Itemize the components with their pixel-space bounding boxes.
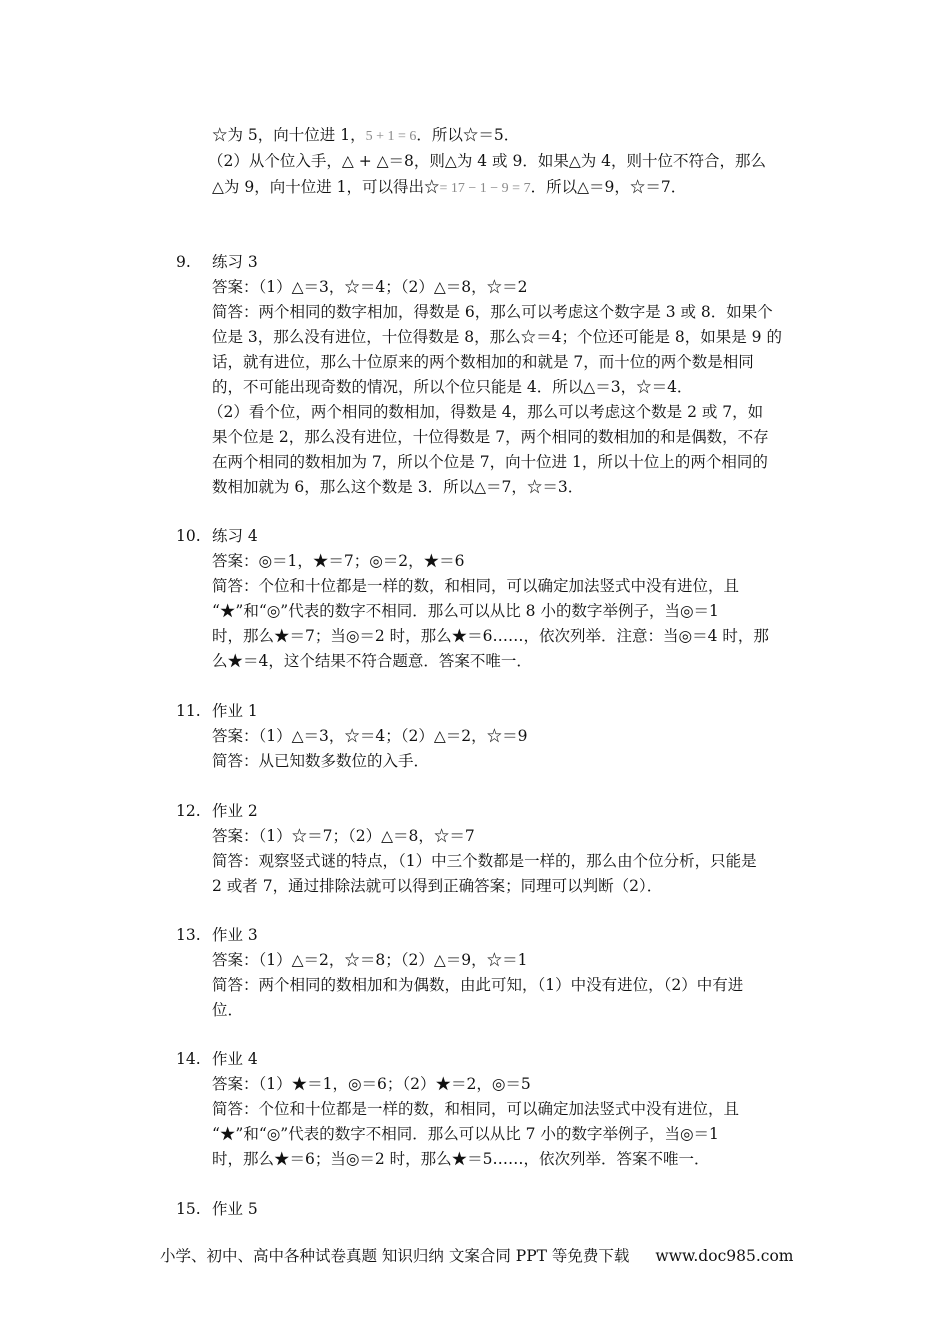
footer-url[interactable]: www.doc985.com <box>655 1247 794 1265</box>
item-14-line: 简答：个位和十位都是一样的数，和相同，可以确定加法竖式中没有进位，且 <box>212 1100 740 1118</box>
item-title: 作业 2 <box>212 802 258 820</box>
item-9-line: 话，就有进位，那么十位原来的两个数相加的和就是 7，而十位的两个数是相同 <box>212 353 754 371</box>
intro-line-3-end: ．所以△＝9，☆＝7． <box>530 178 687 196</box>
intro-line-2: （2）从个位入手，△ + △＝8，则△为 4 或 9．如果△为 4，则十位不符合，那么 <box>208 152 767 170</box>
item-number: 12. <box>176 802 201 820</box>
item-11-line: 答案：（1）△＝3，☆＝4；（2）△＝2，☆＝9 <box>212 727 528 745</box>
item-title: 练习 3 <box>212 253 258 271</box>
item-9-line: 数相加就为 6，那么这个数是 3．所以△＝7，☆＝3． <box>212 478 584 496</box>
intro-formula-2: = 17 − 1 − 9 = 7 <box>439 181 531 196</box>
intro-formula-1: 5 + 1 = 6 <box>365 129 417 144</box>
page-footer <box>160 1245 800 1267</box>
item-9-line: 的，不可能出现奇数的情况，所以个位只能是 4．所以△＝3，☆＝4． <box>212 378 693 396</box>
item-9-line: 在两个相同的数相加为 7，所以个位是 7，向十位进 1，所以十位上的两个相同的 <box>212 453 768 471</box>
item-number: 13. <box>176 926 201 944</box>
item-13-line: 位． <box>212 1001 244 1019</box>
item-14-line: 时，那么★＝6；当◎＝2 时，那么★＝5……，依次列举．答案不唯一． <box>212 1150 710 1168</box>
item-number: 10. <box>176 527 201 545</box>
item-14-line: “★”和“◎”代表的数字不相同．那么可以从比 7 小的数字举例子，当◎＝1 <box>212 1125 719 1143</box>
item-10-line: 答案：◎＝1，★＝7；◎＝2，★＝6 <box>212 552 465 570</box>
item-title: 作业 5 <box>212 1200 258 1218</box>
item-11-line: 简答：从已知数多数位的入手． <box>212 752 430 770</box>
item-number: 11. <box>176 702 201 720</box>
intro-line-3-text: △为 9，向十位进 1，可以得出☆ <box>212 178 440 196</box>
item-number: 9. <box>176 253 191 271</box>
item-10-line: 简答：个位和十位都是一样的数，和相同，可以确定加法竖式中没有进位，且 <box>212 577 740 595</box>
intro-line-1-text: ☆为 5，向十位进 1， <box>212 126 366 144</box>
item-number: 15. <box>176 1200 201 1218</box>
footer-text: 小学、初中、高中各种试卷真题 知识归纳 文案合同 PPT 等免费下载 <box>160 1247 630 1265</box>
item-9-line: 答案：（1）△＝3，☆＝4；（2）△＝8，☆＝2 <box>212 278 528 296</box>
item-9-line: 果个位是 2，那么没有进位，十位得数是 7，两个相同的数相加的和是偶数，不存 <box>212 428 769 446</box>
item-9-line: （2）看个位，两个相同的数相加，得数是 4，那么可以考虑这个数是 2 或 7，如 <box>208 403 764 421</box>
intro-line-1-end: ．所以☆＝5． <box>416 126 520 144</box>
item-title: 作业 1 <box>212 702 258 720</box>
item-10-line: 么★＝4，这个结果不符合题意．答案不唯一． <box>212 652 532 670</box>
item-13-line: 答案：（1）△＝2，☆＝8；（2）△＝9，☆＝1 <box>212 951 528 969</box>
item-12-line: 简答：观察竖式谜的特点，（1）中三个数都是一样的，那么由个位分析，只能是 <box>212 852 757 870</box>
item-title: 作业 3 <box>212 926 258 944</box>
item-9-line: 简答：两个相同的数字相加，得数是 6，那么可以考虑这个数字是 3 或 8．如果个 <box>212 303 773 321</box>
item-13-line: 简答：两个相同的数相加和为偶数，由此可知，（1）中没有进位，（2）中有进 <box>212 976 744 994</box>
item-10-line: “★”和“◎”代表的数字不相同．那么可以从比 8 小的数字举例子，当◎＝1 <box>212 602 719 620</box>
item-12-line: 2 或者 7，通过排除法就可以得到正确答案；同理可以判断（2）． <box>212 877 663 895</box>
intro-line-3 <box>212 175 812 201</box>
item-number: 14. <box>176 1050 201 1068</box>
intro-line-1 <box>212 123 812 149</box>
item-title: 练习 4 <box>212 527 258 545</box>
item-10-line: 时，那么★＝7；当◎＝2 时，那么★＝6……，依次列举．注意：当◎＝4 时，那 <box>212 627 769 645</box>
item-14-line: 答案：（1）★＝1，◎＝6；（2）★＝2，◎＝5 <box>212 1075 531 1093</box>
item-title: 作业 4 <box>212 1050 258 1068</box>
item-9-line: 位是 3，那么没有进位，十位得数是 8，那么☆＝4；个位还可能是 8，如果是 9 的 <box>212 328 782 346</box>
item-12-line: 答案：（1）☆＝7；（2）△＝8，☆＝7 <box>212 827 475 845</box>
